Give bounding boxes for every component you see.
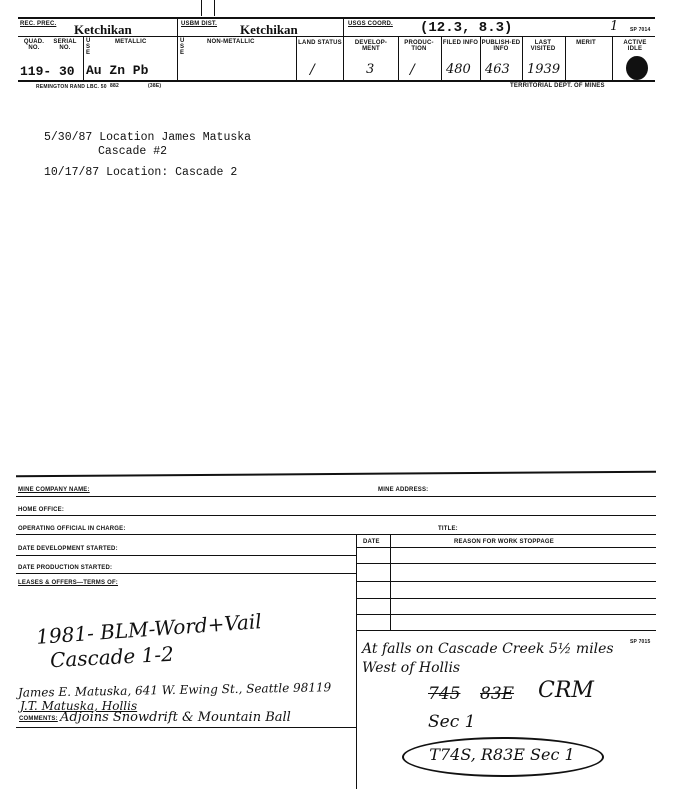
metallic-label: METALLIC (115, 39, 147, 45)
title-label: TITLE: (438, 526, 458, 532)
last-visited-value: 1939 (527, 62, 561, 77)
metallic-value: Au Zn Pb (86, 63, 149, 78)
tab-mark-left (201, 0, 202, 16)
rule (356, 547, 656, 548)
rule (16, 555, 356, 556)
printer-code-2: (38E) (148, 83, 162, 89)
form-number-bottom: SP 7015 (630, 639, 651, 645)
col-divider (83, 37, 84, 81)
date-column-label: DATE (363, 539, 380, 545)
rule (356, 630, 656, 631)
operating-official-label: OPERATING OFFICIAL IN CHARGE: (18, 526, 126, 532)
note-date: 5/30/87 (44, 131, 93, 144)
usgs-coord-value: (12.3, 8.3) (420, 20, 513, 36)
rule (356, 614, 656, 615)
filed-info-value: 480 (446, 62, 471, 77)
col-divider (343, 17, 344, 81)
merit-label: MERIT (576, 40, 596, 46)
rule (356, 581, 656, 582)
last-visited-label: LAST VISITED (530, 40, 556, 52)
mine-address-label: MINE ADDRESS: (378, 487, 429, 493)
active-punch-hole-icon (626, 56, 648, 80)
owner-handwriting-2: J.T. Matuska, Hollis (20, 699, 138, 713)
printer-mark: REMINGTON RAND LBC. 50 (36, 84, 107, 90)
header-top-rule (18, 17, 655, 19)
lease-handwriting-line1: 1981- BLM-Word+Vail (35, 609, 263, 649)
printer-code-1: 882 (110, 83, 119, 89)
header-bottom-rule (18, 80, 655, 82)
mine-company-name-label: MINE COMPANY NAME: (18, 487, 90, 493)
crm-handwriting: CRM (538, 678, 594, 703)
active-idle-label: ACTIVE IDLE (623, 40, 647, 52)
circled-legal-text: T74S, R83E Sec 1 (429, 745, 575, 764)
filed-info-label: FILED INFO (442, 40, 479, 46)
note-date: 10/17/87 (44, 166, 100, 179)
note-1 (44, 131, 251, 144)
rule (356, 563, 656, 564)
stoppage-date-divider (390, 534, 391, 630)
lease-handwriting-line2: Cascade 1-2 (49, 641, 175, 673)
usbm-dist-label: USBM DIST. (181, 21, 218, 27)
tab-mark-right (214, 0, 215, 16)
nonmetallic-use-prefix: U S E (180, 38, 185, 56)
territorial-dept-label: TERRITORIAL DEPT. OF MINES (510, 83, 605, 89)
usgs-coord-label: USGS COORD. (348, 21, 393, 27)
col-divider (177, 17, 178, 81)
rule (16, 573, 356, 574)
stoppage-left-border (356, 534, 357, 789)
development-label: DEVELOP-MENT (354, 40, 388, 52)
serial-no-label: SERIAL NO. (53, 39, 77, 51)
rule (16, 496, 656, 497)
note-text: Location James Matuska (99, 131, 252, 144)
land-status-label: LAND STATUS (298, 40, 342, 46)
rule (356, 598, 656, 599)
usbm-dist-value: Ketchikan (240, 22, 298, 37)
location-handwriting-line2: West of Hollis (362, 660, 461, 676)
rule (16, 727, 356, 728)
comments-label: COMMENTS: (19, 716, 58, 722)
published-info-label: PUBLISH-ED INFO (481, 40, 521, 52)
quad-serial-value: 119- 30 (20, 64, 75, 79)
rec-prec-label: REC. PREC. (20, 21, 57, 27)
production-value: / (410, 62, 415, 78)
col-divider (296, 37, 297, 81)
nonmetallic-label: NON-METALLIC (207, 39, 255, 45)
card-number: 1 (610, 19, 619, 34)
rule (16, 515, 656, 516)
dev-started-label: DATE DEVELOPMENT STARTED: (18, 546, 118, 552)
note-3 (44, 166, 237, 179)
form-number-top: SP 7014 (630, 27, 651, 33)
note-2 (98, 145, 167, 158)
comments-handwriting: Adjoins Snowdrift & Mountain Ball (60, 710, 291, 725)
col-divider (612, 37, 613, 81)
note-text: Cascade #2 (98, 145, 168, 158)
land-status-value: / (310, 62, 315, 78)
home-office-label: HOME OFFICE: (18, 507, 65, 513)
rec-prec-value: Ketchikan (74, 22, 132, 37)
owner-handwriting: James E. Matuska, 641 W. Ewing St., Seattle 98119 (17, 680, 332, 700)
development-value: 3 (366, 62, 375, 77)
metallic-use-prefix: U S E (86, 38, 91, 56)
location-handwriting-line1: At falls on Cascade Creek 5½ miles (362, 641, 614, 657)
production-label: PRODUC-TION (404, 40, 434, 52)
location-code-1: 745 (428, 684, 461, 704)
leases-label: LEASES & OFFERS—TERMS OF: (18, 580, 119, 586)
quad-no-label: QUAD. NO. (23, 39, 45, 51)
lower-top-edge (16, 471, 656, 477)
prod-started-label: DATE PRODUCTION STARTED: (18, 565, 113, 571)
rule (16, 534, 656, 535)
location-code-2: 83E (480, 684, 515, 704)
note-text: Location: Cascade 2 (106, 166, 238, 179)
published-info-value: 463 (485, 62, 510, 77)
sec-handwriting: Sec 1 (428, 712, 476, 732)
reason-column-label: REASON FOR WORK STOPPAGE (454, 539, 554, 545)
